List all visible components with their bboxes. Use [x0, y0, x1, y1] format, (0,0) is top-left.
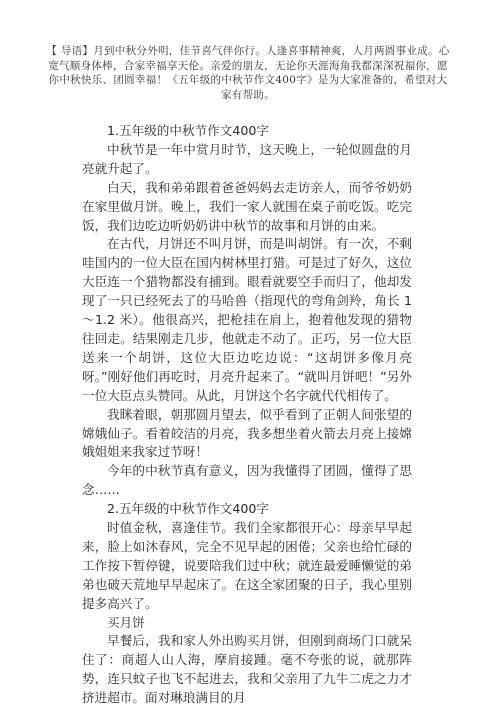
paragraph: 在古代，月饼还不叫月饼，而是叫胡饼。有一次，不剩哇国内的一位大臣在国内树林里打猎。可是过了好久，这位大臣连一个猎物都没有捕到。眼看就要空手而归了，他却发现了一只已经死去了的马哈兽（指现代的弯角剑羚，角长 1～1.2 米）。他很高兴，把枪挂在肩上，抱着他发现的猎物往回走。结果刚走几步，他就走不动了。正巧，另一位大臣送来一个胡饼，这位大臣边吃边说：“这胡饼多像月亮呀。”刚好他们再吃时，月亮升起来了。“就叫月饼吧！”另外一位大臣点头赞同。从此，月饼这个名字就代代相传了。 — [82, 236, 412, 403]
paragraph: 今年的中秋节真有意义，因为我懂得了团圆，懂得了思念…… — [82, 463, 412, 498]
article-body — [82, 122, 412, 708]
paragraph: 我眯着眼，朝那圆月望去，似乎看到了正朝人间张望的嫦娥仙子。看着皎洁的月亮，我多想坐着火箭去月亮上接嫦娥姐姐来我家过节呀！ — [82, 406, 412, 460]
intro-paragraph: 【 导语】月到中秋分外明，佳节喜气伴你行。人逢喜事精神爽，人月两圆事业成。心宽气顺身体棒，合家幸福享天伦。亲爱的朋友，无论你天涯海角我都深深祝福你，愿你中秋快乐、团圆幸福！《五年级的中秋节作文400字》是为大家准备的，希望对大家有帮助。 — [46, 45, 450, 101]
subheading: 买月饼 — [107, 614, 145, 630]
paragraph: 白天，我和弟弟跟着爸爸妈妈去走访亲人，而爷爷奶奶在家里做月饼。晚上，我们一家人就围在桌子前吃饭。吃完饭，我们边吃边听奶奶讲中秋节的故事和月饼的由来。 — [82, 179, 412, 233]
paragraph: 中秋节是一年中赏月时节，这天晚上，一轮似圆盘的月亮就升起了。 — [82, 141, 412, 176]
paragraph: 早餐后，我和家人外出购买月饼，但刚到商场门口就呆住了：商超人山人海，摩肩接踵。毫不夸张的说，就那阵势，连只蚊子也飞不起进去，我和父亲用了九牛二虎之力才挤进超市。面对琳琅满目的月 — [82, 633, 412, 706]
section-heading-2: 2.五年级的中秋节作文400字 — [107, 501, 269, 517]
section-heading-1: 1.五年级的中秋节作文400字 — [107, 123, 269, 138]
paragraph: 时值金秋，喜逢佳节。我们全家都很开心：母亲早早起来，脸上如沐春风，完全不见早起的困倦；父亲也给忙碌的工作按下暂停键，说要陪我们过中秋；就连最爱睡懒觉的弟弟也破天荒地早早起床了。在这全家团聚的日子，我心里别提多高兴了。 — [82, 520, 412, 611]
